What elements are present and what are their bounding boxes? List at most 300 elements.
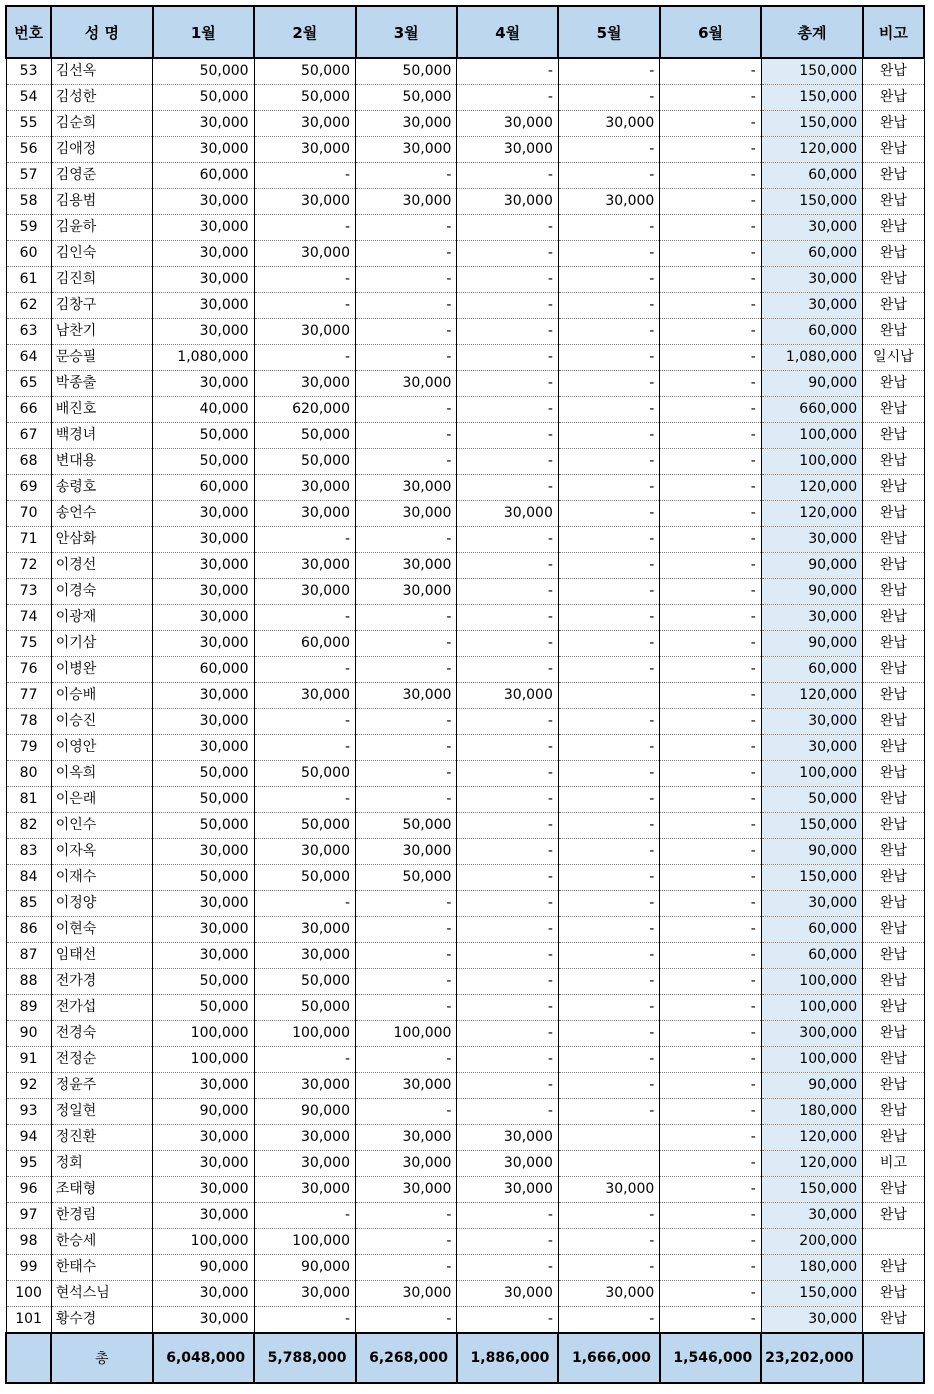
table-row xyxy=(6,1047,924,1073)
cell-total: 120,000 xyxy=(761,683,862,709)
cell-jun: - xyxy=(660,345,761,371)
cell-note: 완납 xyxy=(863,397,924,423)
cell-total: 120,000 xyxy=(761,1125,862,1151)
cell-apr: 30,000 xyxy=(457,501,558,527)
cell-total: 150,000 xyxy=(761,58,862,85)
cell-apr: - xyxy=(457,215,558,241)
cell-total: 100,000 xyxy=(761,423,862,449)
cell-jan: 1,080,000 xyxy=(153,345,254,371)
cell-number: 63 xyxy=(6,319,51,345)
cell-mar: 30,000 xyxy=(356,1073,457,1099)
cell-name: 이인수 xyxy=(51,813,152,839)
cell-name: 이현숙 xyxy=(51,917,152,943)
cell-name: 김성한 xyxy=(51,85,152,111)
cell-mar: - xyxy=(356,657,457,683)
cell-apr: - xyxy=(457,657,558,683)
cell-jun: - xyxy=(660,241,761,267)
cell-number: 61 xyxy=(6,267,51,293)
cell-name: 정일현 xyxy=(51,1099,152,1125)
cell-jun: - xyxy=(660,1177,761,1203)
cell-total: 120,000 xyxy=(761,137,862,163)
cell-jan: 30,000 xyxy=(153,527,254,553)
cell-mar: - xyxy=(356,995,457,1021)
cell-feb: - xyxy=(254,787,355,813)
cell-may: - xyxy=(558,865,659,891)
cell-jan: 50,000 xyxy=(153,787,254,813)
cell-apr: - xyxy=(457,1021,558,1047)
cell-may: - xyxy=(558,891,659,917)
cell-feb: 90,000 xyxy=(254,1099,355,1125)
table-row xyxy=(6,657,924,683)
cell-jan: 100,000 xyxy=(153,1047,254,1073)
cell-name: 이은래 xyxy=(51,787,152,813)
cell-name: 김순희 xyxy=(51,111,152,137)
cell-number: 77 xyxy=(6,683,51,709)
cell-total: 150,000 xyxy=(761,189,862,215)
table-row xyxy=(6,709,924,735)
cell-mar: - xyxy=(356,397,457,423)
cell-jan: 30,000 xyxy=(153,1073,254,1099)
cell-jun: - xyxy=(660,1151,761,1177)
cell-feb: - xyxy=(254,709,355,735)
cell-mar: 30,000 xyxy=(356,1281,457,1307)
cell-jun: - xyxy=(660,1099,761,1125)
cell-may: - xyxy=(558,58,659,85)
cell-total: 90,000 xyxy=(761,579,862,605)
cell-may: - xyxy=(558,1073,659,1099)
table-row xyxy=(6,839,924,865)
sum-jan: 6,048,000 xyxy=(153,1333,254,1383)
table-row xyxy=(6,1255,924,1281)
cell-may: - xyxy=(558,969,659,995)
cell-total: 60,000 xyxy=(761,241,862,267)
cell-number: 100 xyxy=(6,1281,51,1307)
cell-apr: 30,000 xyxy=(457,189,558,215)
table-row xyxy=(6,1021,924,1047)
cell-name: 남찬기 xyxy=(51,319,152,345)
cell-jun: - xyxy=(660,1307,761,1334)
cell-mar: 30,000 xyxy=(356,1177,457,1203)
cell-jan: 50,000 xyxy=(153,969,254,995)
cell-mar: 30,000 xyxy=(356,1151,457,1177)
cell-name: 이경숙 xyxy=(51,579,152,605)
cell-jan: 30,000 xyxy=(153,1177,254,1203)
cell-jan: 50,000 xyxy=(153,813,254,839)
cell-mar: - xyxy=(356,787,457,813)
table-row xyxy=(6,605,924,631)
cell-may: - xyxy=(558,1099,659,1125)
header-mar: 3월 xyxy=(356,6,457,58)
cell-jun: - xyxy=(660,683,761,709)
cell-name: 송령호 xyxy=(51,475,152,501)
cell-feb: 50,000 xyxy=(254,85,355,111)
cell-name: 김애정 xyxy=(51,137,152,163)
cell-note: 완납 xyxy=(863,241,924,267)
cell-mar: - xyxy=(356,1203,457,1229)
header-number: 번호 xyxy=(6,6,51,58)
cell-number: 58 xyxy=(6,189,51,215)
cell-mar: - xyxy=(356,163,457,189)
cell-jan: 30,000 xyxy=(153,709,254,735)
table-row xyxy=(6,1099,924,1125)
cell-may: - xyxy=(558,657,659,683)
cell-feb: 30,000 xyxy=(254,579,355,605)
cell-name: 임태선 xyxy=(51,943,152,969)
cell-total: 60,000 xyxy=(761,657,862,683)
table-row xyxy=(6,475,924,501)
cell-jun: - xyxy=(660,839,761,865)
cell-jan: 30,000 xyxy=(153,241,254,267)
cell-may: - xyxy=(558,1203,659,1229)
cell-total: 30,000 xyxy=(761,267,862,293)
cell-name: 김영준 xyxy=(51,163,152,189)
cell-apr: - xyxy=(457,449,558,475)
cell-mar: 30,000 xyxy=(356,371,457,397)
cell-total: 60,000 xyxy=(761,917,862,943)
cell-note: 완납 xyxy=(863,761,924,787)
cell-total: 30,000 xyxy=(761,891,862,917)
cell-number: 69 xyxy=(6,475,51,501)
cell-note: 비고 xyxy=(863,1151,924,1177)
cell-jun: - xyxy=(660,1021,761,1047)
cell-feb: - xyxy=(254,345,355,371)
cell-jan: 30,000 xyxy=(153,111,254,137)
cell-jan: 50,000 xyxy=(153,423,254,449)
cell-total: 180,000 xyxy=(761,1099,862,1125)
cell-total: 660,000 xyxy=(761,397,862,423)
header-jun: 6월 xyxy=(660,6,761,58)
cell-feb: 30,000 xyxy=(254,839,355,865)
cell-name: 문승필 xyxy=(51,345,152,371)
cell-total: 150,000 xyxy=(761,85,862,111)
cell-may: - xyxy=(558,553,659,579)
cell-apr: - xyxy=(457,813,558,839)
cell-feb: - xyxy=(254,735,355,761)
cell-name: 송언수 xyxy=(51,501,152,527)
cell-total: 50,000 xyxy=(761,787,862,813)
cell-note: 완납 xyxy=(863,215,924,241)
cell-apr: - xyxy=(457,1307,558,1334)
cell-jun: - xyxy=(660,111,761,137)
cell-note: 완납 xyxy=(863,267,924,293)
cell-jan: 30,000 xyxy=(153,735,254,761)
cell-jun: - xyxy=(660,813,761,839)
cell-total: 30,000 xyxy=(761,1307,862,1334)
cell-total: 60,000 xyxy=(761,319,862,345)
cell-apr: - xyxy=(457,709,558,735)
cell-may: - xyxy=(558,631,659,657)
cell-note: 완납 xyxy=(863,995,924,1021)
cell-may: - xyxy=(558,423,659,449)
cell-jun: - xyxy=(660,865,761,891)
cell-feb: 30,000 xyxy=(254,501,355,527)
cell-jun: - xyxy=(660,423,761,449)
cell-jun: - xyxy=(660,371,761,397)
cell-number: 95 xyxy=(6,1151,51,1177)
cell-feb: 30,000 xyxy=(254,1073,355,1099)
header-name: 성 명 xyxy=(51,6,152,58)
cell-may: - xyxy=(558,917,659,943)
cell-jan: 50,000 xyxy=(153,761,254,787)
cell-jan: 30,000 xyxy=(153,371,254,397)
cell-may: - xyxy=(558,527,659,553)
cell-feb: - xyxy=(254,891,355,917)
cell-apr: 30,000 xyxy=(457,1281,558,1307)
table-row xyxy=(6,1281,924,1307)
cell-note: 완납 xyxy=(863,58,924,85)
cell-name: 황수경 xyxy=(51,1307,152,1334)
cell-apr: - xyxy=(457,371,558,397)
cell-note: 완납 xyxy=(863,475,924,501)
cell-may: - xyxy=(558,709,659,735)
cell-name: 배진호 xyxy=(51,397,152,423)
cell-jan: 30,000 xyxy=(153,215,254,241)
cell-apr: - xyxy=(457,397,558,423)
cell-note: 완납 xyxy=(863,839,924,865)
cell-name: 전가섭 xyxy=(51,995,152,1021)
cell-number: 68 xyxy=(6,449,51,475)
cell-may: - xyxy=(558,475,659,501)
cell-number: 93 xyxy=(6,1099,51,1125)
cell-mar: - xyxy=(356,1047,457,1073)
table-row xyxy=(6,1203,924,1229)
table-row xyxy=(6,865,924,891)
cell-feb: 50,000 xyxy=(254,995,355,1021)
cell-apr: - xyxy=(457,995,558,1021)
cell-jun: - xyxy=(660,579,761,605)
cell-number: 71 xyxy=(6,527,51,553)
table-row xyxy=(6,1177,924,1203)
cell-number: 81 xyxy=(6,787,51,813)
cell-jun: - xyxy=(660,501,761,527)
cell-total: 90,000 xyxy=(761,631,862,657)
cell-feb: 30,000 xyxy=(254,917,355,943)
cell-apr: - xyxy=(457,761,558,787)
total-blank-cell xyxy=(6,1333,51,1383)
cell-total: 30,000 xyxy=(761,605,862,631)
table-row xyxy=(6,813,924,839)
table-row xyxy=(6,371,924,397)
sum-may: 1,666,000 xyxy=(558,1333,659,1383)
table-row xyxy=(6,735,924,761)
cell-apr: - xyxy=(457,1255,558,1281)
table-row xyxy=(6,189,924,215)
table-row xyxy=(6,241,924,267)
cell-may: - xyxy=(558,605,659,631)
cell-name: 조태형 xyxy=(51,1177,152,1203)
cell-total: 120,000 xyxy=(761,1151,862,1177)
cell-jan: 100,000 xyxy=(153,1021,254,1047)
table-row xyxy=(6,215,924,241)
cell-number: 91 xyxy=(6,1047,51,1073)
cell-apr: - xyxy=(457,1073,558,1099)
cell-note: 완납 xyxy=(863,943,924,969)
cell-jun: - xyxy=(660,163,761,189)
cell-mar: 30,000 xyxy=(356,475,457,501)
cell-feb: - xyxy=(254,215,355,241)
cell-may: - xyxy=(558,787,659,813)
cell-name: 현석스님 xyxy=(51,1281,152,1307)
cell-number: 72 xyxy=(6,553,51,579)
cell-note: 완납 xyxy=(863,527,924,553)
cell-note: 완납 xyxy=(863,1177,924,1203)
cell-number: 99 xyxy=(6,1255,51,1281)
cell-feb: 30,000 xyxy=(254,241,355,267)
cell-mar: - xyxy=(356,943,457,969)
cell-total: 90,000 xyxy=(761,1073,862,1099)
cell-jan: 50,000 xyxy=(153,865,254,891)
cell-total: 60,000 xyxy=(761,163,862,189)
cell-may: - xyxy=(558,397,659,423)
cell-mar: - xyxy=(356,969,457,995)
cell-total: 150,000 xyxy=(761,1281,862,1307)
cell-apr: 30,000 xyxy=(457,1125,558,1151)
table-row xyxy=(6,319,924,345)
cell-total: 30,000 xyxy=(761,709,862,735)
cell-jan: 30,000 xyxy=(153,553,254,579)
cell-number: 79 xyxy=(6,735,51,761)
cell-number: 90 xyxy=(6,1021,51,1047)
cell-jun: - xyxy=(660,267,761,293)
cell-apr: - xyxy=(457,423,558,449)
table-row xyxy=(6,1307,924,1334)
cell-number: 78 xyxy=(6,709,51,735)
cell-number: 53 xyxy=(6,58,51,85)
cell-apr: - xyxy=(457,579,558,605)
cell-number: 55 xyxy=(6,111,51,137)
cell-name: 백경녀 xyxy=(51,423,152,449)
cell-jan: 60,000 xyxy=(153,657,254,683)
cell-jan: 90,000 xyxy=(153,1255,254,1281)
cell-jun: - xyxy=(660,891,761,917)
cell-jun: - xyxy=(660,1203,761,1229)
cell-mar: - xyxy=(356,449,457,475)
cell-note: 완납 xyxy=(863,111,924,137)
cell-may: - xyxy=(558,85,659,111)
header-apr: 4월 xyxy=(457,6,558,58)
cell-apr: - xyxy=(457,85,558,111)
table-row xyxy=(6,787,924,813)
header-feb: 2월 xyxy=(254,6,355,58)
cell-note: 완납 xyxy=(863,735,924,761)
cell-name: 이정양 xyxy=(51,891,152,917)
cell-feb: 30,000 xyxy=(254,1177,355,1203)
cell-note: 완납 xyxy=(863,657,924,683)
cell-note: 완납 xyxy=(863,605,924,631)
cell-total: 100,000 xyxy=(761,761,862,787)
table-row xyxy=(6,423,924,449)
cell-apr: - xyxy=(457,631,558,657)
cell-mar: - xyxy=(356,319,457,345)
cell-apr: 30,000 xyxy=(457,137,558,163)
cell-apr: - xyxy=(457,553,558,579)
cell-name: 한태수 xyxy=(51,1255,152,1281)
table-row xyxy=(6,943,924,969)
cell-feb: 30,000 xyxy=(254,683,355,709)
cell-apr: - xyxy=(457,345,558,371)
cell-jan: 60,000 xyxy=(153,475,254,501)
cell-note: 일시납 xyxy=(863,345,924,371)
cell-note: 완납 xyxy=(863,1047,924,1073)
cell-name: 정회 xyxy=(51,1151,152,1177)
cell-apr: - xyxy=(457,735,558,761)
header-jan: 1월 xyxy=(153,6,254,58)
table-row xyxy=(6,761,924,787)
cell-apr: - xyxy=(457,917,558,943)
cell-number: 75 xyxy=(6,631,51,657)
cell-note: 완납 xyxy=(863,579,924,605)
cell-jun: - xyxy=(660,995,761,1021)
cell-total: 120,000 xyxy=(761,501,862,527)
sum-grand-total: 23,202,000 xyxy=(761,1333,862,1383)
cell-total: 90,000 xyxy=(761,839,862,865)
cell-number: 66 xyxy=(6,397,51,423)
cell-mar: - xyxy=(356,917,457,943)
header-note: 비고 xyxy=(863,6,924,58)
total-label: 총 xyxy=(51,1333,152,1383)
cell-mar: 30,000 xyxy=(356,189,457,215)
cell-name: 김용범 xyxy=(51,189,152,215)
cell-mar: 50,000 xyxy=(356,865,457,891)
cell-mar: 30,000 xyxy=(356,553,457,579)
table-row xyxy=(6,267,924,293)
cell-jun: - xyxy=(660,527,761,553)
cell-feb: - xyxy=(254,293,355,319)
cell-name: 이옥희 xyxy=(51,761,152,787)
cell-jan: 40,000 xyxy=(153,397,254,423)
cell-may: - xyxy=(558,319,659,345)
cell-note: 완납 xyxy=(863,85,924,111)
cell-apr: - xyxy=(457,293,558,319)
cell-number: 89 xyxy=(6,995,51,1021)
cell-name: 이경선 xyxy=(51,553,152,579)
cell-apr: - xyxy=(457,839,558,865)
cell-total: 100,000 xyxy=(761,995,862,1021)
cell-feb: 100,000 xyxy=(254,1021,355,1047)
cell-mar: - xyxy=(356,1307,457,1334)
cell-total: 30,000 xyxy=(761,527,862,553)
cell-note: 완납 xyxy=(863,553,924,579)
cell-jun: - xyxy=(660,657,761,683)
cell-may: - xyxy=(558,293,659,319)
cell-feb: 100,000 xyxy=(254,1229,355,1255)
cell-feb: 30,000 xyxy=(254,553,355,579)
cell-jun: - xyxy=(660,58,761,85)
cell-note: 완납 xyxy=(863,501,924,527)
cell-jan: 50,000 xyxy=(153,58,254,85)
cell-jan: 50,000 xyxy=(153,449,254,475)
table-row xyxy=(6,891,924,917)
cell-number: 96 xyxy=(6,1177,51,1203)
cell-mar: - xyxy=(356,631,457,657)
cell-may: - xyxy=(558,345,659,371)
cell-feb: 30,000 xyxy=(254,1125,355,1151)
cell-name: 이광재 xyxy=(51,605,152,631)
cell-note: 완납 xyxy=(863,1099,924,1125)
cell-jun: - xyxy=(660,449,761,475)
cell-feb: 30,000 xyxy=(254,137,355,163)
cell-feb: - xyxy=(254,1047,355,1073)
cell-apr: - xyxy=(457,163,558,189)
cell-total: 150,000 xyxy=(761,111,862,137)
cell-jun: - xyxy=(660,1229,761,1255)
cell-total: 100,000 xyxy=(761,1047,862,1073)
cell-may: - xyxy=(558,761,659,787)
cell-number: 83 xyxy=(6,839,51,865)
cell-apr: - xyxy=(457,865,558,891)
table-row xyxy=(6,1073,924,1099)
cell-feb: - xyxy=(254,1307,355,1334)
